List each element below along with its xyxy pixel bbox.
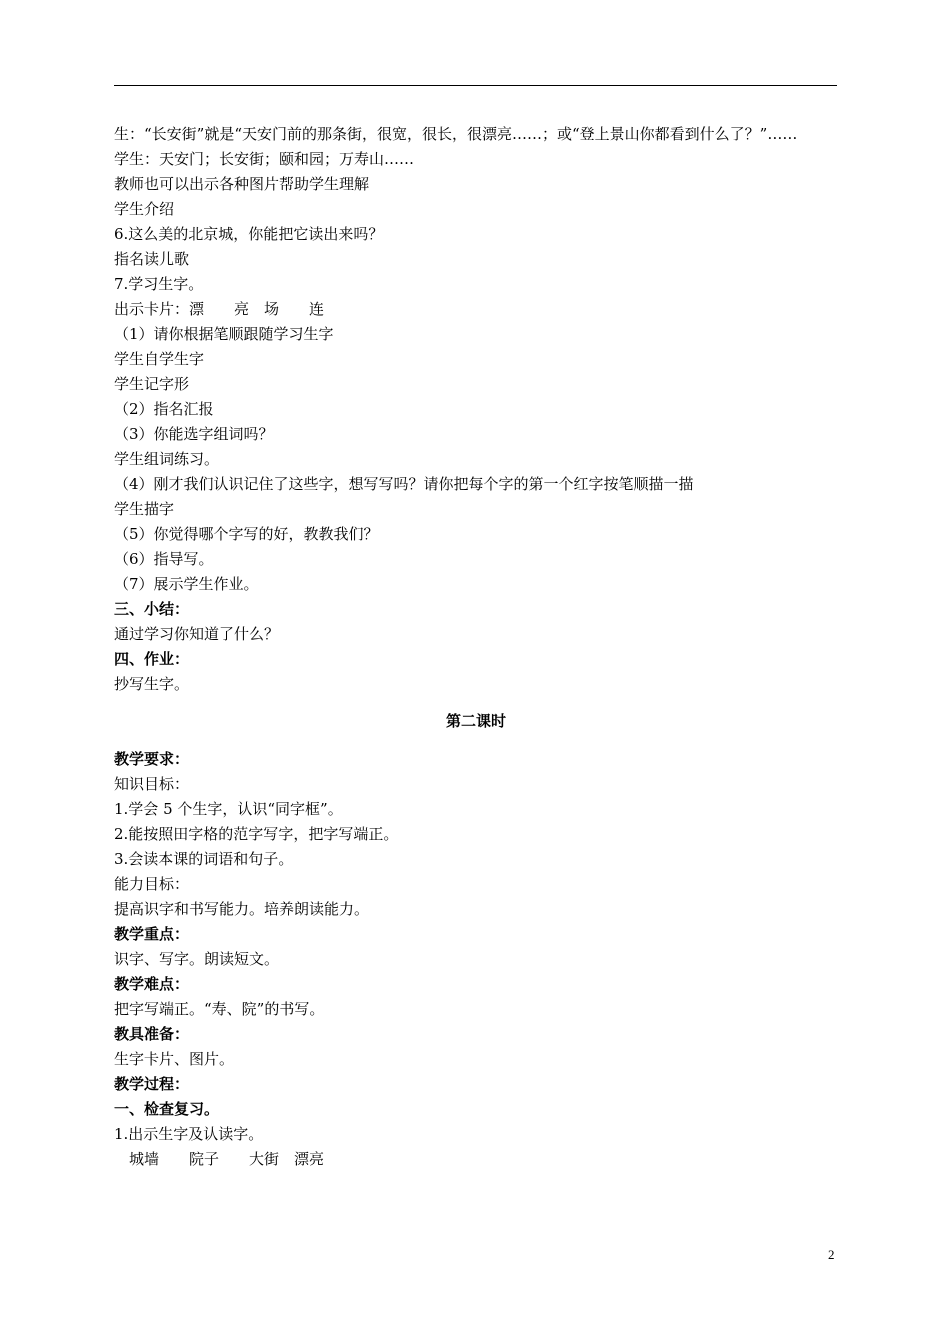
text-line: 抄写生字。 [114, 675, 190, 693]
text-line: 学生自学生字 [114, 350, 205, 368]
text-line: 生：“长安街”就是“天安门前的那条街，很宽，很长，很漂亮……；或“登上景山你都看到什么了？”…… [114, 125, 798, 143]
text-line: 指名读儿歌 [114, 250, 190, 268]
document-body [114, 122, 838, 1172]
text-line: 提高识字和书写能力。培养朗读能力。 [114, 900, 370, 918]
text-line: （1）请你根据笔顺跟随学习生字 [114, 325, 334, 343]
section-heading-line: 教具准备： [114, 1025, 190, 1043]
section-title: 第二课时 [445, 712, 506, 730]
text-line: 7.学习生字。 [114, 275, 204, 293]
section-heading-line: 教学重点： [114, 925, 190, 943]
text-line: 2.能按照田字格的范字写字，把字写端正。 [114, 825, 399, 843]
text-line: 6.这么美的北京城，你能把它读出来吗？ [114, 225, 384, 243]
section-heading-line: 一、检查复习。 [114, 1100, 220, 1118]
text-line: 能力目标： [114, 875, 190, 893]
section-heading-line: 三、小结： [114, 600, 190, 618]
text-line: 出示卡片：漂 亮 场 连 [114, 300, 325, 318]
text-line: 学生描字 [114, 500, 175, 518]
text-line: 识字、写字。朗读短文。 [114, 950, 280, 968]
text-line: （7）展示学生作业。 [114, 575, 259, 593]
section-heading-line: 四、作业： [114, 650, 190, 668]
text-line: （5）你觉得哪个字写的好，教教我们？ [114, 525, 379, 543]
text-line: （6）指导写。 [114, 550, 214, 568]
text-line: （4）刚才我们认识记住了这些字，想写写吗？请你把每个字的第一个红字按笔顺描一描 [114, 475, 694, 493]
lesson-two [114, 747, 838, 1172]
text-line: 教师也可以出示各种图片帮助学生理解 [114, 175, 370, 193]
text-line: 1.出示生字及认读字。 [114, 1125, 264, 1143]
text-line: 知识目标： [114, 775, 190, 793]
text-line: 学生组词练习。 [114, 450, 220, 468]
text-line: （2）指名汇报 [114, 400, 214, 418]
text-line: （3）你能选字组词吗？ [114, 425, 274, 443]
text-line: 城墙 院子 大街 漂亮 [114, 1150, 325, 1168]
text-line: 3.会读本课的词语和句子。 [114, 850, 294, 868]
text-line: 学生：天安门；长安街；颐和园；万寿山…… [114, 150, 415, 168]
section-heading-line: 教学难点： [114, 975, 190, 993]
text-line: 生字卡片、图片。 [114, 1050, 235, 1068]
text-line: 把字写端正。“寿、院”的书写。 [114, 1000, 325, 1018]
text-line: 学生记字形 [114, 375, 190, 393]
text-line: 通过学习你知道了什么？ [114, 625, 280, 643]
text-line: 学生介绍 [114, 200, 175, 218]
lesson-one-continuation [114, 122, 838, 697]
page-number: 2 [828, 1247, 835, 1262]
section-heading-line: 教学要求： [114, 750, 190, 768]
text-line: 1.学会 5 个生字，认识“同字框”。 [114, 800, 343, 818]
section-heading-line: 教学过程： [114, 1075, 190, 1093]
header-rule [114, 85, 837, 86]
